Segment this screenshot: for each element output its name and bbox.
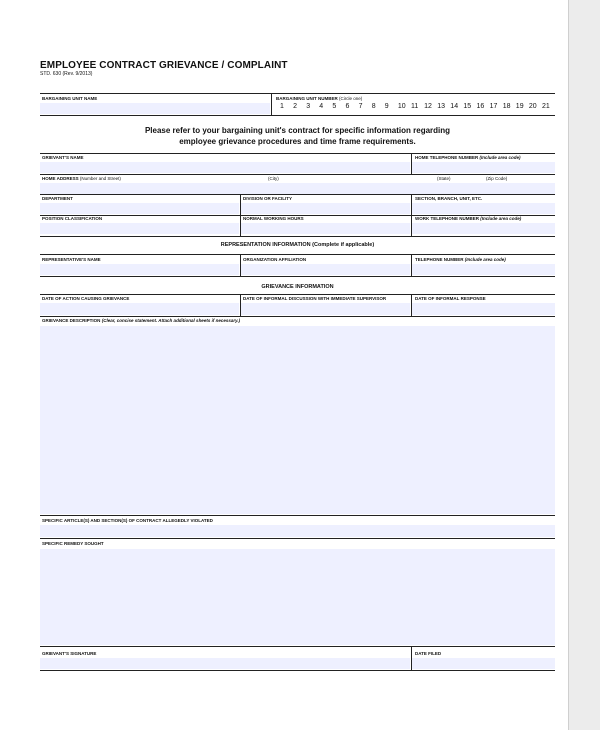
unit-number-option[interactable]: 1: [280, 103, 284, 110]
date-response-input[interactable]: [412, 303, 555, 315]
form-number: STD. 630 (Rev. 9/2013): [40, 71, 93, 77]
unit-number-option[interactable]: 18: [502, 103, 511, 110]
remedy-label: SPECIFIC REMEDY SOUGHT: [42, 541, 104, 546]
department-input[interactable]: [40, 203, 239, 214]
unit-number-option[interactable]: 3: [306, 103, 311, 110]
unit-number-option[interactable]: 14: [450, 103, 459, 110]
articles-label: SPECIFIC ARTICLE(S) AND SECTION(S) OF CONTRACT ALLEGEDLY VIOLATED: [42, 518, 213, 523]
home-address-input[interactable]: [40, 183, 555, 194]
unit-number-option[interactable]: 9: [384, 103, 389, 110]
signature-label: GRIEVANT'S SIGNATURE: [42, 651, 97, 656]
representation-heading: REPRESENTATION INFORMATION (Complete if applicable): [220, 242, 375, 248]
date-filed-input[interactable]: [412, 658, 555, 669]
home-phone-input[interactable]: [412, 162, 555, 173]
working-hours-label: NORMAL WORKING HOURS: [243, 216, 304, 221]
unit-number-option[interactable]: 21: [542, 103, 550, 110]
department-label: DEPARTMENT: [42, 196, 73, 201]
rule: [271, 93, 272, 115]
rule: [40, 316, 555, 317]
signature-input[interactable]: [40, 658, 410, 669]
date-informal-label: DATE OF INFORMAL DISCUSSION WITH IMMEDIATE SUPERVISOR: [243, 296, 387, 301]
bargaining-unit-name-input[interactable]: [40, 103, 270, 114]
rule: [40, 254, 555, 255]
date-action-input[interactable]: [40, 303, 239, 315]
rule: [40, 236, 555, 237]
date-response-label: DATE OF INFORMAL RESPONSE: [415, 296, 486, 301]
working-hours-input[interactable]: [241, 223, 410, 234]
unit-number-option[interactable]: 5: [332, 103, 337, 110]
remedy-input[interactable]: [40, 549, 555, 645]
unit-number-option[interactable]: 10: [397, 103, 406, 110]
unit-number-option[interactable]: 16: [476, 103, 485, 110]
description-input[interactable]: [40, 326, 555, 514]
state-label: (State): [437, 176, 451, 181]
organization-label: ORGANIZATION AFFILIATION: [243, 257, 307, 262]
rule: [40, 194, 555, 195]
rep-phone-input[interactable]: [412, 264, 555, 275]
rule: [40, 646, 555, 647]
unit-number-option[interactable]: 2: [293, 103, 297, 110]
zip-label: (Zip Code): [486, 176, 508, 181]
unit-number-option[interactable]: 20: [528, 103, 537, 110]
division-label: DIVISION OR FACILITY: [243, 196, 293, 201]
section-label: SECTION, BRANCH, UNIT, ETC.: [415, 196, 483, 201]
grievant-name-label: GRIEVANT'S NAME: [42, 155, 84, 160]
representative-name-label: REPRESENTATIVE'S NAME: [42, 257, 101, 262]
rule: [40, 538, 555, 539]
rule: [40, 153, 555, 154]
description-label: GRIEVANCE DESCRIPTION (Clear, concise statement. Attach additional sheets if necessary.): [42, 318, 241, 323]
date-informal-input[interactable]: [241, 303, 410, 315]
unit-number-option[interactable]: 15: [463, 103, 472, 110]
rule: [40, 93, 555, 94]
work-phone-input[interactable]: [412, 223, 555, 234]
date-action-label: DATE OF ACTION CAUSING GRIEVANCE: [42, 296, 130, 301]
grievant-name-input[interactable]: [40, 162, 410, 173]
home-address-label: HOME ADDRESS (Number and Street): [42, 176, 121, 181]
grievance-heading: GRIEVANCE INFORMATION: [261, 284, 334, 290]
position-label: POSITION CLASSIFICATION: [42, 216, 103, 221]
unit-number-option[interactable]: 6: [345, 103, 350, 110]
representative-name-input[interactable]: [40, 264, 239, 275]
bargaining-unit-name-label: BARGAINING UNIT NAME: [42, 96, 98, 101]
organization-input[interactable]: [241, 264, 410, 275]
rule: [40, 276, 555, 277]
rule: [40, 294, 555, 295]
notice-line: employee grievance procedures and time frame requirements.: [179, 136, 416, 146]
division-input[interactable]: [241, 203, 410, 214]
unit-number-option[interactable]: 7: [358, 103, 363, 110]
section-input[interactable]: [412, 203, 555, 214]
rule: [40, 670, 555, 671]
unit-number-option[interactable]: 8: [371, 103, 376, 110]
rule: [40, 515, 555, 516]
articles-input[interactable]: [40, 525, 555, 537]
bargaining-unit-number-label: BARGAINING UNIT NUMBER (Circle one): [276, 96, 363, 101]
rule: [40, 115, 555, 116]
notice: [40, 126, 555, 147]
unit-number-option[interactable]: 11: [411, 103, 419, 110]
work-phone-label: WORK TELEPHONE NUMBER (Include area code): [415, 216, 522, 221]
form-title: EMPLOYEE CONTRACT GRIEVANCE / COMPLAINT: [40, 60, 288, 71]
home-phone-label: HOME TELEPHONE NUMBER (Include area code): [415, 155, 521, 160]
unit-number-option[interactable]: 4: [319, 103, 324, 110]
notice-line: Please refer to your bargaining unit's contract for specific information regarding: [144, 126, 451, 135]
position-input[interactable]: [40, 223, 239, 234]
unit-number-option[interactable]: 19: [515, 103, 524, 110]
unit-number-option[interactable]: 13: [437, 103, 445, 110]
rule: [40, 174, 555, 175]
unit-number-option[interactable]: 12: [424, 103, 432, 110]
date-filed-label: DATE FILED: [415, 651, 442, 656]
unit-number-option[interactable]: 17: [489, 103, 498, 110]
city-label: (City): [268, 176, 279, 181]
rep-phone-label: TELEPHONE NUMBER (Include area code): [415, 257, 506, 262]
